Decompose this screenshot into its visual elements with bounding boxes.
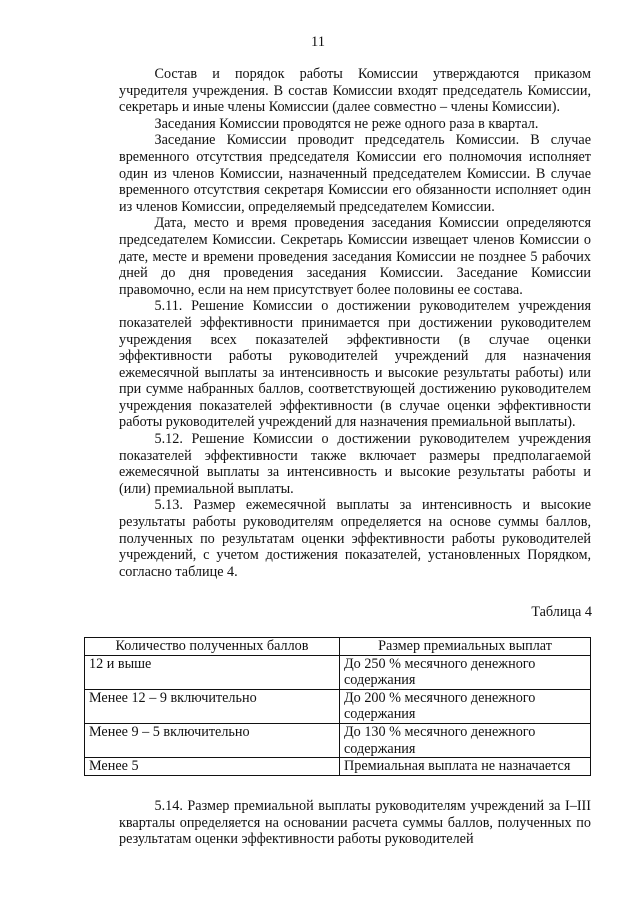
- table-cell-bonus: До 200 % месячного денежного содержания: [340, 689, 591, 723]
- paragraph: Заседание Комиссии проводит председатель Комиссии. В случае временного отсутствия председателя Комиссии его полномочия исполняет один из членов Комиссии, назначенный председателем Комиссии. В случае временного отсутствия секретаря Комиссии его обязанности исполняет один из членов Комиссии, определяемый председателем Комиссии.: [119, 132, 591, 215]
- paragraph: Дата, место и время проведения заседания Комиссии определяются председателем Комиссии. Секретарь Комиссии извещает членов Комиссии о дате, месте и времени проведения заседания Комиссии не позднее 5 рабочих дней до дня проведения заседания Комиссии. Заседание Комиссии правомочно, если на нем присутствует более половины ее состава.: [119, 215, 591, 298]
- paragraph: Заседания Комиссии проводятся не реже одного раза в квартал.: [154, 115, 539, 132]
- column-header-score: Количество полученных баллов: [85, 638, 340, 656]
- body-text-bottom: [119, 798, 591, 848]
- paragraph: Состав и порядок работы Комиссии утверждаются приказом учредителя учреждения. В состав Комиссии входят председатель Комиссии, секретарь и иные члены Комиссии (далее совместно – члены Комиссии).: [119, 66, 591, 116]
- table-row: [85, 689, 591, 723]
- table-cell-score: Менее 5: [85, 758, 340, 776]
- paragraph-5-13: 5.13. Размер ежемесячной выплаты за интенсивность и высокие результаты работы руководителям определяется на основе суммы баллов, полученных по результатам оценки эффективности работы руководителей учреждений, с учетом достижения показателей, установленных Порядком, согласно таблице 4.: [119, 497, 591, 580]
- table-header-row: [85, 638, 591, 656]
- paragraph-5-12: 5.12. Решение Комиссии о достижении руководителем учреждения показателей эффективности также включает размеры предполагаемой ежемесячной выплаты за интенсивность и высокие результаты работы и (или) премиальной выплаты.: [119, 431, 591, 497]
- page-number: 11: [311, 34, 325, 50]
- table-row: [85, 655, 591, 689]
- table-cell-bonus: До 250 % месячного денежного содержания: [340, 655, 591, 689]
- table-caption: Таблица 4: [531, 604, 592, 620]
- table-row: [85, 723, 591, 757]
- paragraph-5-11: 5.11. Решение Комиссии о достижении руководителем учреждения показателей эффективности принимается при достижении руководителем учреждения всех показателей эффективности (в случае оценки эффективности работы руководителей учреждений для назначения ежемесячной выплаты за интенсивность и высокие результаты работы) или при сумме набранных баллов, соответствующей достижению руководителем учреждения показателей эффективности (в случае оценки эффективности работы руководителей учреждений для назначения премиальной выплаты).: [119, 298, 591, 431]
- table-cell-score: 12 и выше: [85, 655, 340, 689]
- table-cell-score: Менее 12 – 9 включительно: [85, 689, 340, 723]
- table-cell-bonus: Премиальная выплата не назначается: [340, 758, 591, 776]
- table-cell-bonus: До 130 % месячного денежного содержания: [340, 723, 591, 757]
- table-cell-score: Менее 9 – 5 включительно: [85, 723, 340, 757]
- paragraph-5-14: 5.14. Размер премиальной выплаты руководителям учреждений за I–III кварталы определяется на основании расчета суммы баллов, полученных по результатам оценки эффективности работы руководителей: [119, 798, 591, 848]
- column-header-bonus: Размер премиальных выплат: [340, 638, 591, 656]
- table-row: [85, 758, 591, 776]
- body-text-top: [119, 66, 591, 580]
- bonus-table: [84, 637, 591, 776]
